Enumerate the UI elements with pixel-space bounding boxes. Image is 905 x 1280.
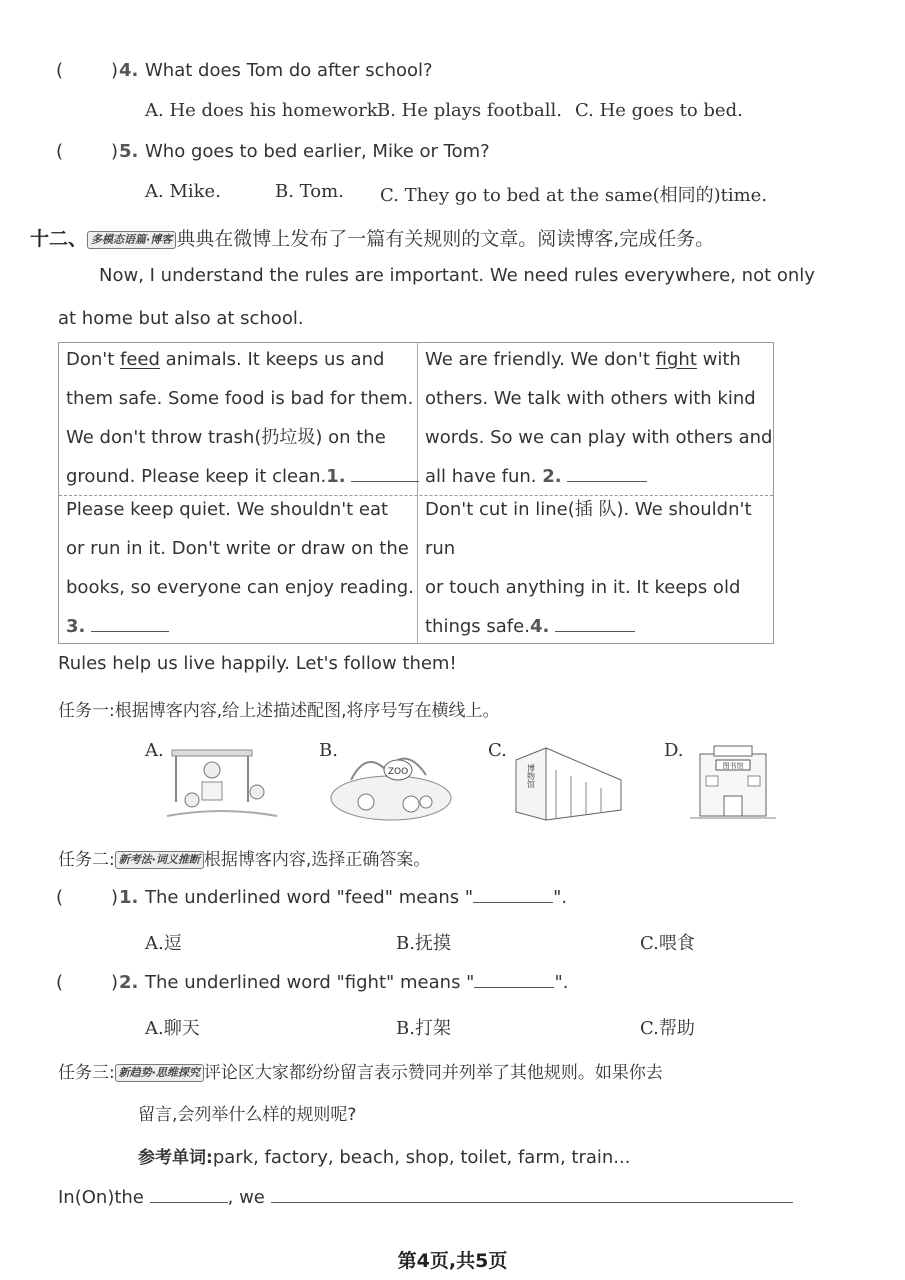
- picture-label-b: B.: [319, 740, 338, 761]
- cell-text: We are friendly. We don't: [425, 349, 656, 370]
- section-title: 典典在微博上发布了一篇有关规则的文章。阅读博客,完成任务。: [176, 228, 715, 250]
- picture-label-a: A.: [145, 740, 164, 761]
- rule-cell-2: [425, 340, 772, 496]
- playground-picture: [162, 740, 280, 824]
- museum-sign: 博物馆: [526, 764, 536, 788]
- question-text-start: The underlined word "fight" means ": [145, 972, 475, 993]
- question-text: Who goes to bed earlier, Mike or Tom?: [145, 141, 490, 162]
- picture-label-c: C.: [488, 740, 507, 761]
- task3-prefix: 任务三:: [58, 1063, 115, 1083]
- answer-paren-close: ): [111, 972, 119, 993]
- option-a: A. Mike.: [145, 181, 221, 202]
- reference-words: [138, 1143, 630, 1168]
- option-b: B.打架: [396, 1018, 451, 1039]
- answer-prefix: In(On)the: [58, 1187, 144, 1208]
- cell-text: things safe.: [425, 616, 530, 637]
- option-b: B. Tom.: [275, 181, 344, 202]
- question-text-end: ".: [553, 887, 568, 908]
- cell-text: others. We talk with others with kind: [425, 388, 756, 409]
- answer-paren-close: ): [111, 887, 119, 908]
- section-number: 十二、: [30, 228, 88, 250]
- cell-text: Don't: [66, 349, 121, 370]
- option-c: C. They go to bed at the same(相同的)time.: [380, 185, 768, 206]
- closing-sentence: Rules help us live happily. Let's follow them!: [58, 653, 457, 674]
- museum-picture: [506, 740, 626, 824]
- intro-line-1: Now, I understand the rules are important. We need rules everywhere, not only: [99, 265, 815, 286]
- task2-prefix: 任务二:: [58, 850, 115, 870]
- option-b: B.抚摸: [396, 933, 451, 954]
- answer-blank[interactable]: [474, 986, 554, 988]
- blank-number: 2.: [542, 466, 562, 487]
- blank-number: 1.: [326, 466, 346, 487]
- option-b: B. He plays football.: [377, 100, 562, 121]
- task3-instruction-line-2: 留言,会列举什么样的规则呢?: [138, 1105, 357, 1125]
- answer-blank[interactable]: [351, 480, 419, 482]
- answer-paren-close: ): [111, 141, 119, 162]
- answer-paren-open: (: [56, 887, 64, 908]
- page-footer: 第4页,共5页: [397, 1250, 508, 1272]
- option-a: A.聊天: [145, 1018, 200, 1039]
- question-text: [145, 887, 567, 908]
- rule-cell-1: [66, 340, 419, 496]
- option-a: A.逗: [145, 933, 182, 954]
- task3-tag: 新趋势·思维探究: [115, 1064, 204, 1082]
- task3-heading: [58, 1058, 663, 1083]
- intro-line-2: at home but also at school.: [58, 308, 304, 329]
- answer-blank[interactable]: [473, 901, 553, 903]
- cell-text: all have fun.: [425, 466, 543, 487]
- reference-word-list: park, factory, beach, shop, toilet, farm, train...: [212, 1147, 631, 1168]
- zoo-picture: [326, 740, 456, 824]
- rule-cell-3: [66, 490, 414, 646]
- answer-paren-open: (: [56, 972, 64, 993]
- cell-text: words. So we can play with others and: [425, 427, 773, 448]
- rule-cell-4: [425, 490, 773, 646]
- question-text-end: ".: [554, 972, 569, 993]
- task2-tag: 新考法·词义推断: [115, 851, 204, 869]
- answer-paren-open: (: [56, 60, 64, 81]
- cell-text: or touch anything in it. It keeps old: [425, 577, 741, 598]
- reference-label: 参考单词:: [138, 1148, 213, 1168]
- answer-we: , we: [227, 1187, 265, 1208]
- section-heading: [30, 224, 714, 251]
- cell-text: or run in it. Don't write or draw on the: [66, 538, 409, 559]
- question-text: What does Tom do after school?: [145, 60, 433, 81]
- cell-text: Please keep quiet. We shouldn't eat: [66, 499, 389, 520]
- blank-number: 3.: [66, 616, 86, 637]
- cell-text: ground. Please keep it clean.: [66, 466, 327, 487]
- answer-paren-close: ): [111, 60, 119, 81]
- blank-number: 4.: [529, 616, 550, 637]
- rules-table: [58, 342, 774, 644]
- question-number: 5.: [119, 141, 139, 162]
- section-tag: 多模态语篇·博客: [87, 231, 176, 249]
- question-number: 2.: [119, 972, 139, 993]
- task3-instruction: 评论区大家都纷纷留言表示赞同并列举了其他规则。如果你去: [203, 1063, 663, 1083]
- option-c: C.喂食: [640, 933, 695, 954]
- task1-instruction: 任务一:根据博客内容,给上述描述配图,将序号写在横线上。: [58, 701, 500, 721]
- question-number: 4.: [119, 60, 139, 81]
- option-a: A. He does his homework.: [145, 100, 384, 121]
- cell-text: animals. It keeps us and: [159, 349, 385, 370]
- cell-text: books, so everyone can enjoy reading.: [66, 577, 414, 598]
- task2-heading: [58, 845, 430, 870]
- answer-blank[interactable]: [555, 630, 635, 632]
- cell-text: We don't throw trash(扔垃圾) on the: [66, 427, 386, 448]
- question-text: [145, 972, 568, 993]
- question-number: 1.: [119, 887, 139, 908]
- underlined-word-feed: feed: [120, 349, 160, 370]
- answer-blank[interactable]: [91, 630, 169, 632]
- task2-instruction: 根据博客内容,选择正确答案。: [203, 850, 431, 870]
- option-c: C. He goes to bed.: [575, 100, 743, 121]
- cell-text: Don't cut in line(插 队). We shouldn't run: [425, 499, 752, 559]
- picture-label-d: D.: [664, 740, 684, 761]
- rule-blank[interactable]: [271, 1201, 793, 1203]
- underlined-word-fight: fight: [655, 349, 697, 370]
- answer-blank[interactable]: [567, 480, 647, 482]
- answer-paren-open: (: [56, 141, 64, 162]
- library-sign: 图书馆: [722, 762, 744, 770]
- place-blank[interactable]: [150, 1201, 228, 1203]
- library-picture: [686, 740, 780, 824]
- option-c: C.帮助: [640, 1018, 695, 1039]
- question-text-start: The underlined word "feed" means ": [145, 887, 474, 908]
- cell-text: them safe. Some food is bad for them.: [66, 388, 414, 409]
- cell-text: with: [696, 349, 741, 370]
- answer-line: [58, 1187, 793, 1208]
- zoo-sign: ZOO: [387, 767, 409, 777]
